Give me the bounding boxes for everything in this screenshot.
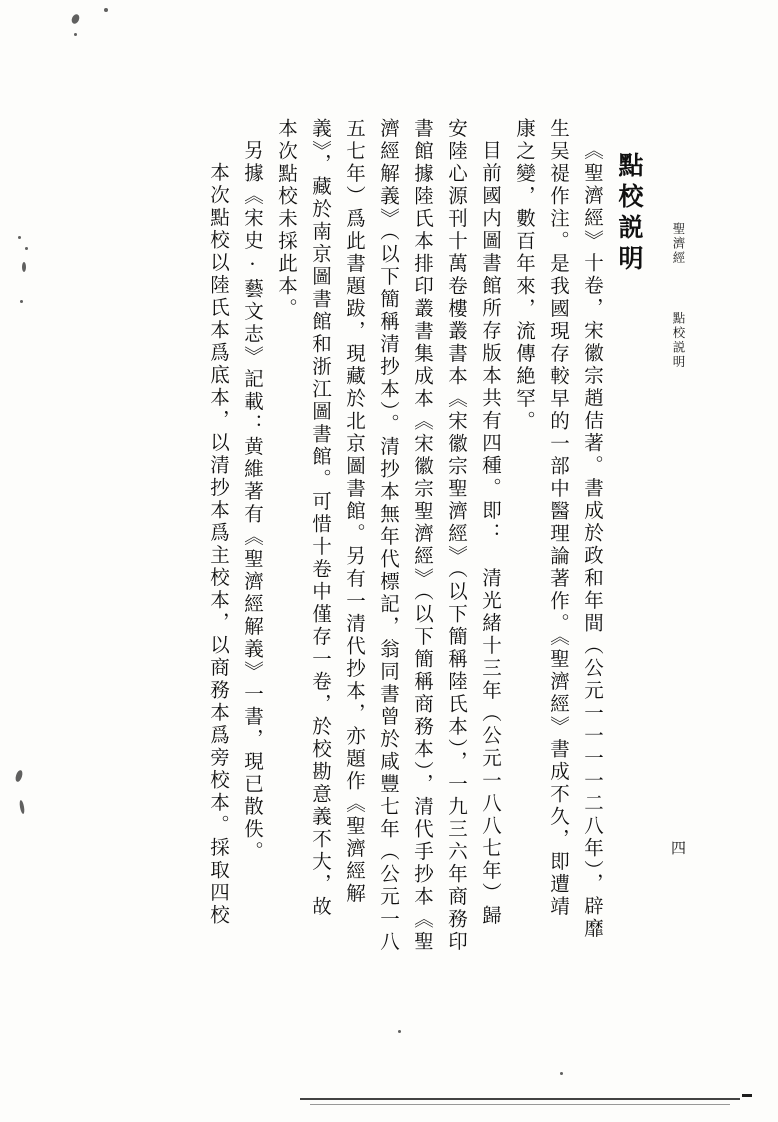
body-text xyxy=(132,118,642,1018)
page-edge-rule-secondary xyxy=(310,1104,730,1105)
scan-speck xyxy=(25,247,28,250)
running-head xyxy=(660,222,686,370)
scan-speck xyxy=(70,13,81,25)
text-column: 五七年）爲此書題跋，現藏於北京圖書館。另有一清代抄本，亦題作《聖濟經解 xyxy=(343,118,366,906)
text-column: 本次點校未採此本。 xyxy=(275,118,298,321)
scan-speck xyxy=(18,236,21,239)
running-head-book: 聖濟經 xyxy=(671,222,686,266)
running-head-section: 點校説明 xyxy=(671,311,686,370)
text-column: 另據《宋史·藝文志》記載：黄維著有《聖濟經解義》一書，現已散佚。 xyxy=(241,140,264,864)
scan-speck xyxy=(104,8,108,12)
scan-speck xyxy=(20,300,23,303)
scan-speck xyxy=(14,769,23,782)
page-title: 點校説明 xyxy=(615,152,644,276)
scan-speck xyxy=(74,33,77,36)
text-column: 本次點校以陸氏本爲底本，以清抄本爲主校本，以商務本爲旁校本。採取四校 xyxy=(207,162,230,927)
scan-speck xyxy=(560,1072,563,1075)
text-column: 濟經解義》（以下簡稱清抄本）。清抄本無年代標記，翁同書曾於咸豐七年（公元一八 xyxy=(377,118,400,954)
text-column: 生吴禔作注。是我國現存較早的一部中醫理論著作。《聖濟經》書成不久，即遭靖 xyxy=(547,118,570,919)
text-column: 目前國内圖書館所存版本共有四種。即： 清光緒十三年（公元一八八七年）歸 xyxy=(479,140,502,928)
text-column: 安陸心源刊十萬卷樓叢書本《宋徽宗聖濟經》（以下簡稱陸氏本），一九三六年商務印 xyxy=(445,118,468,954)
scan-speck xyxy=(398,1030,401,1033)
text-column: 康之變，數百年來，流傳絶罕。 xyxy=(513,118,536,433)
text-column: 《聖濟經》十卷，宋徽宗趙佶著。書成於政和年間（公元一一一一二八年），辟靡 xyxy=(581,140,604,941)
page-edge-rule xyxy=(300,1098,740,1100)
scan-speck xyxy=(22,262,26,272)
text-column: 書館據陸氏本排印叢書集成本《宋徽宗聖濟經》（以下簡稱商務本），清代手抄本《聖 xyxy=(411,118,434,954)
page-number: 四 xyxy=(669,840,687,855)
page-edge-mark xyxy=(742,1094,752,1097)
scan-speck xyxy=(19,800,25,814)
text-column: 義》，藏於南京圖書館和浙江圖書館。可惜十卷中僅存一卷，於校勘意義不大，故 xyxy=(309,118,332,919)
